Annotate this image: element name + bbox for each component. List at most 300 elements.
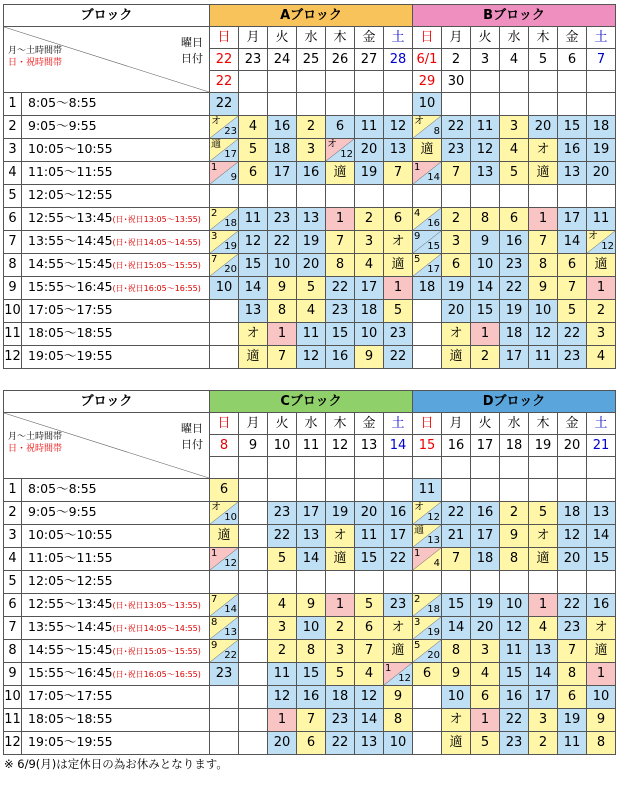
schedule-cell: 4 <box>268 594 297 617</box>
block-header-label: ブロック <box>4 391 210 413</box>
date-cell-secondary <box>384 457 413 479</box>
schedule-cell: 13 <box>471 162 500 185</box>
schedule-cell: 15 <box>471 300 500 323</box>
schedule-cell: 18 <box>558 502 587 525</box>
schedule-cell: 3 <box>471 640 500 663</box>
schedule-cell <box>239 93 268 116</box>
schedule-cell: 12 <box>529 323 558 346</box>
schedule-cell <box>210 139 239 162</box>
slot-time-text: 17:05～17:55 <box>28 688 113 703</box>
split-bottom-value: 19 <box>224 241 237 252</box>
schedule-cell <box>558 185 587 208</box>
schedule-cell: 20 <box>558 548 587 571</box>
schedule-cell: 16 <box>297 162 326 185</box>
schedule-cell: 20 <box>297 254 326 277</box>
date-cell-secondary <box>413 457 442 479</box>
schedule-cell: 適 <box>442 732 471 755</box>
schedule-cell: 7 <box>355 640 384 663</box>
footnote: ※ 6/9(月)は定休日の為お休みとなります。 <box>4 757 228 771</box>
schedule-cell: 19 <box>587 139 616 162</box>
schedule-cell: オ <box>384 231 413 254</box>
schedule-cell: 適 <box>529 548 558 571</box>
slot-time <box>22 686 210 709</box>
slot-number: 2 <box>4 502 22 525</box>
slot-number: 6 <box>4 208 22 231</box>
schedule-cell: 11 <box>355 116 384 139</box>
date-cell: 7 <box>587 49 616 71</box>
schedule-cell: 1 <box>587 277 616 300</box>
schedule-cell: オ <box>529 525 558 548</box>
schedule-cell: 18 <box>326 686 355 709</box>
schedule-cell: 19 <box>500 300 529 323</box>
slot-time <box>22 93 210 116</box>
schedule-cell: 15 <box>558 116 587 139</box>
slot-time-text: 8:05～8:55 <box>28 95 97 110</box>
weekday-cell: 木 <box>326 413 355 435</box>
schedule-cell: 3 <box>442 231 471 254</box>
date-cell-secondary: 29 <box>413 71 442 93</box>
slot-number: 2 <box>4 116 22 139</box>
split-top-value: オ <box>414 502 424 513</box>
schedule-cell: 5 <box>384 300 413 323</box>
schedule-cell: 14 <box>529 663 558 686</box>
schedule-cell: 6 <box>326 116 355 139</box>
split-top-value: オ <box>588 231 598 242</box>
schedule-cell <box>413 502 442 525</box>
schedule-cell <box>210 185 239 208</box>
date-cell: 14 <box>384 435 413 457</box>
schedule-cell <box>297 185 326 208</box>
schedule-cell: 12 <box>239 231 268 254</box>
schedule-cell <box>471 93 500 116</box>
weekday-cell: 月 <box>442 27 471 49</box>
schedule-cell <box>355 185 384 208</box>
schedule-cell: 19 <box>355 162 384 185</box>
schedule-cell: 7 <box>558 640 587 663</box>
schedule-table-1 <box>3 4 616 369</box>
schedule-cell <box>442 185 471 208</box>
slot-number: 9 <box>4 277 22 300</box>
schedule-cell: 13 <box>384 139 413 162</box>
schedule-cell: 13 <box>297 208 326 231</box>
split-top-value: 適 <box>414 525 424 536</box>
split-top-value: 適 <box>211 139 221 150</box>
schedule-cell: 10 <box>384 732 413 755</box>
schedule-cell: 15 <box>500 663 529 686</box>
holiday-hours-label: 日・祝時間帯 <box>8 58 63 68</box>
schedule-cell: 3 <box>500 116 529 139</box>
schedule-cell: 17 <box>297 502 326 525</box>
split-top-value: 1 <box>414 548 421 559</box>
split-top-value: 1 <box>211 162 218 173</box>
date-cell: 5 <box>529 49 558 71</box>
schedule-cell <box>210 231 239 254</box>
schedule-cell: 23 <box>268 208 297 231</box>
slot-time-text: 12:05～12:55 <box>28 573 113 588</box>
schedule-cell: 22 <box>326 732 355 755</box>
schedule-cell: 6 <box>210 479 239 502</box>
schedule-cell: 9 <box>384 686 413 709</box>
holiday-hours-label: 日・祝時間帯 <box>8 444 63 454</box>
schedule-cell: 19 <box>326 502 355 525</box>
schedule-cell: 16 <box>297 686 326 709</box>
slot-time-text: 10:05～10:55 <box>28 527 113 542</box>
schedule-cell: 7 <box>529 231 558 254</box>
schedule-cell: 22 <box>210 93 239 116</box>
weekday-cell: 日 <box>210 27 239 49</box>
schedule-cell: 13 <box>529 640 558 663</box>
schedule-cell: 6 <box>384 208 413 231</box>
date-cell: 25 <box>297 49 326 71</box>
schedule-cell: 7 <box>297 709 326 732</box>
schedule-cell <box>355 571 384 594</box>
split-bottom-value: 13 <box>427 535 440 546</box>
schedule-cell: 6 <box>558 686 587 709</box>
schedule-cell: 9 <box>587 709 616 732</box>
schedule-cell: 1 <box>529 208 558 231</box>
slot-number: 4 <box>4 162 22 185</box>
schedule-cell: 19 <box>558 709 587 732</box>
schedule-cell: 11 <box>413 479 442 502</box>
schedule-cell: 14 <box>587 525 616 548</box>
schedule-cell: 8 <box>268 300 297 323</box>
schedule-cell <box>384 571 413 594</box>
schedule-cell: 22 <box>442 502 471 525</box>
split-bottom-value: 23 <box>224 126 237 137</box>
schedule-cell <box>413 254 442 277</box>
slot-time <box>22 479 210 502</box>
schedule-cell <box>587 571 616 594</box>
slot-time-text: 13:55～14:45 <box>28 619 113 634</box>
date-cell-secondary <box>268 457 297 479</box>
slot-holiday-time: (日･祝日15:05～15:55) <box>112 261 201 270</box>
schedule-cell <box>413 231 442 254</box>
schedule-cell: 18 <box>413 277 442 300</box>
schedule-cell <box>413 732 442 755</box>
schedule-cell <box>558 479 587 502</box>
date-cell-secondary <box>384 71 413 93</box>
schedule-cell: 11 <box>297 323 326 346</box>
schedule-cell: 14 <box>471 277 500 300</box>
schedule-cell: 11 <box>529 346 558 369</box>
date-cell-secondary <box>355 71 384 93</box>
slot-time-text: 12:55～13:45 <box>28 596 113 611</box>
schedule-cell: 12 <box>558 525 587 548</box>
split-top-value: 2 <box>414 594 421 605</box>
slot-holiday-time: (日･祝日14:05～14:55) <box>112 238 201 247</box>
schedule-cell: 22 <box>500 277 529 300</box>
schedule-cell: 13 <box>297 525 326 548</box>
schedule-cell: 6 <box>413 663 442 686</box>
schedule-cell: 23 <box>384 594 413 617</box>
schedule-cell: 18 <box>587 116 616 139</box>
split-bottom-value: 20 <box>224 264 237 275</box>
schedule-cell <box>413 346 442 369</box>
schedule-cell: 4 <box>297 300 326 323</box>
schedule-cell <box>210 116 239 139</box>
schedule-cell: 2 <box>500 502 529 525</box>
schedule-cell <box>297 93 326 116</box>
slot-time-text: 15:55～16:45 <box>28 665 113 680</box>
schedule-cell: 適 <box>413 139 442 162</box>
schedule-cell: 8 <box>587 732 616 755</box>
schedule-cell: 4 <box>355 254 384 277</box>
slot-number: 7 <box>4 231 22 254</box>
slot-time-text: 15:55～16:45 <box>28 279 113 294</box>
schedule-cell <box>210 346 239 369</box>
weekday-cell: 木 <box>529 27 558 49</box>
schedule-cell: 21 <box>442 525 471 548</box>
schedule-cell: 20 <box>587 162 616 185</box>
slot-time-text: 14:55～15:45 <box>28 642 113 657</box>
schedule-cell: 19 <box>297 231 326 254</box>
schedule-cell: 23 <box>210 663 239 686</box>
schedule-cell: オ <box>529 139 558 162</box>
schedule-cell <box>210 162 239 185</box>
schedule-cell: 12 <box>297 346 326 369</box>
schedule-cell: 14 <box>558 231 587 254</box>
slot-time-text: 11:05～11:55 <box>28 164 113 179</box>
split-bottom-value: 16 <box>427 218 440 229</box>
split-top-value: 1 <box>385 663 392 674</box>
schedule-cell: 10 <box>210 277 239 300</box>
weekday-cell: 土 <box>384 413 413 435</box>
schedule-cell: 23 <box>558 617 587 640</box>
schedule-table-2 <box>3 390 616 755</box>
weekday-cell: 火 <box>268 413 297 435</box>
slot-time-text: 17:05～17:55 <box>28 302 113 317</box>
split-bottom-value: 9 <box>230 172 237 183</box>
date-cell-secondary <box>529 71 558 93</box>
schedule-cell: 18 <box>471 548 500 571</box>
schedule-cell <box>239 548 268 571</box>
schedule-cell: 19 <box>442 277 471 300</box>
date-cell: 12 <box>326 435 355 457</box>
schedule-cell <box>413 208 442 231</box>
schedule-cell: 10 <box>268 254 297 277</box>
date-cell-secondary <box>471 71 500 93</box>
schedule-cell <box>587 93 616 116</box>
date-cell: 19 <box>529 435 558 457</box>
schedule-cell: 7 <box>268 346 297 369</box>
slot-time <box>22 116 210 139</box>
split-bottom-value: 10 <box>224 512 237 523</box>
weekday-cell: 日 <box>210 413 239 435</box>
split-bottom-value: 12 <box>427 512 440 523</box>
schedule-cell: 適 <box>326 548 355 571</box>
schedule-cell <box>210 732 239 755</box>
schedule-cell: 4 <box>471 663 500 686</box>
schedule-cell <box>413 709 442 732</box>
schedule-cell <box>413 323 442 346</box>
schedule-cell: オ <box>239 323 268 346</box>
split-bottom-value: 20 <box>427 650 440 661</box>
split-bottom-value: 17 <box>427 264 440 275</box>
split-bottom-value: 14 <box>427 172 440 183</box>
schedule-cell: 23 <box>558 346 587 369</box>
header-corner <box>4 27 210 93</box>
schedule-cell: 11 <box>239 208 268 231</box>
schedule-cell: 16 <box>326 346 355 369</box>
schedule-cell: 5 <box>268 548 297 571</box>
schedule-cell: 23 <box>442 139 471 162</box>
schedule-cell: 4 <box>529 617 558 640</box>
schedule-cell: 5 <box>500 162 529 185</box>
date-cell: 16 <box>442 435 471 457</box>
slot-time <box>22 617 210 640</box>
date-cell-secondary <box>558 457 587 479</box>
slot-number: 4 <box>4 548 22 571</box>
date-cell-secondary <box>239 71 268 93</box>
schedule-cell: 1 <box>529 594 558 617</box>
schedule-cell: オ <box>326 525 355 548</box>
schedule-cell: 2 <box>326 617 355 640</box>
split-top-value: 8 <box>211 617 218 628</box>
schedule-cell <box>297 479 326 502</box>
schedule-cell <box>529 571 558 594</box>
schedule-cell <box>384 663 413 686</box>
schedule-cell: 適 <box>210 525 239 548</box>
schedule-cell <box>210 709 239 732</box>
schedule-cell <box>500 479 529 502</box>
slot-time-text: 10:05～10:55 <box>28 141 113 156</box>
schedule-cell: 1 <box>326 208 355 231</box>
schedule-cell: 14 <box>297 548 326 571</box>
block-name: Cブロック <box>210 391 413 413</box>
schedule-cell <box>384 185 413 208</box>
schedule-cell: 20 <box>442 300 471 323</box>
slot-number: 7 <box>4 617 22 640</box>
schedule-cell: 13 <box>558 162 587 185</box>
schedule-cell: 18 <box>500 323 529 346</box>
schedule-cell: 9 <box>471 231 500 254</box>
schedule-cell <box>239 525 268 548</box>
schedule-cell: 16 <box>558 139 587 162</box>
slot-holiday-time: (日･祝日16:05～16:55) <box>112 284 201 293</box>
schedule-cell: 10 <box>500 594 529 617</box>
date-cell-secondary: 30 <box>442 71 471 93</box>
schedule-cell: 12 <box>500 617 529 640</box>
schedule-cell <box>413 686 442 709</box>
slot-time-text: 12:05～12:55 <box>28 187 113 202</box>
schedule-cell: 2 <box>471 346 500 369</box>
schedule-cell: 4 <box>587 346 616 369</box>
date-cell: 26 <box>326 49 355 71</box>
schedule-cell <box>384 479 413 502</box>
slot-number: 11 <box>4 323 22 346</box>
schedule-cell <box>413 594 442 617</box>
schedule-cell <box>326 93 355 116</box>
slot-time <box>22 525 210 548</box>
schedule-cell: 4 <box>239 116 268 139</box>
schedule-cell: 22 <box>442 116 471 139</box>
slot-number: 12 <box>4 732 22 755</box>
schedule-cell: 16 <box>500 686 529 709</box>
slot-time <box>22 162 210 185</box>
date-cell: 21 <box>587 435 616 457</box>
schedule-cell: 17 <box>355 277 384 300</box>
slot-time <box>22 640 210 663</box>
schedule-cell: 1 <box>326 594 355 617</box>
schedule-cell: 9 <box>529 277 558 300</box>
schedule-cell: 22 <box>558 323 587 346</box>
schedule-cell: 19 <box>471 594 500 617</box>
split-bottom-value: 13 <box>224 627 237 638</box>
slot-number: 1 <box>4 93 22 116</box>
slot-holiday-time: (日･祝日15:05～15:55) <box>112 647 201 656</box>
schedule-cell: 17 <box>558 208 587 231</box>
schedule-cell: 17 <box>471 525 500 548</box>
schedule-cell: 6 <box>297 732 326 755</box>
weekday-cell: 土 <box>587 413 616 435</box>
schedule-cell: 7 <box>442 162 471 185</box>
schedule-cell: 20 <box>355 502 384 525</box>
split-bottom-value: 15 <box>427 241 440 252</box>
schedule-cell: 3 <box>268 617 297 640</box>
schedule-cell: 23 <box>384 323 413 346</box>
split-bottom-value: 12 <box>601 241 614 252</box>
schedule-cell <box>210 323 239 346</box>
weekday-cell: 火 <box>471 27 500 49</box>
schedule-cell <box>239 709 268 732</box>
schedule-cell: 2 <box>442 208 471 231</box>
schedule-cell: 10 <box>297 617 326 640</box>
schedule-cell <box>413 548 442 571</box>
schedule-cell: 6 <box>442 254 471 277</box>
slot-number: 10 <box>4 300 22 323</box>
schedule-cell: 9 <box>297 594 326 617</box>
schedule-cell: 15 <box>355 548 384 571</box>
schedule-cell <box>442 571 471 594</box>
schedule-cell: 10 <box>355 323 384 346</box>
schedule-cell <box>413 640 442 663</box>
schedule-cell: 20 <box>355 139 384 162</box>
weekday-cell: 金 <box>558 27 587 49</box>
schedule-cell <box>326 571 355 594</box>
split-bottom-value: 12 <box>398 673 411 684</box>
schedule-cell <box>326 479 355 502</box>
date-cell: 4 <box>500 49 529 71</box>
schedule-cell: 10 <box>529 300 558 323</box>
schedule-cell: 20 <box>529 116 558 139</box>
schedule-cell: 2 <box>529 732 558 755</box>
schedule-cell: 22 <box>558 594 587 617</box>
weekday-cell: 金 <box>558 413 587 435</box>
schedule-cell: 3 <box>355 231 384 254</box>
schedule-cell: 11 <box>587 208 616 231</box>
split-top-value: オ <box>211 116 221 127</box>
schedule-cell <box>239 732 268 755</box>
schedule-cell: 22 <box>500 709 529 732</box>
block-name: Bブロック <box>413 5 616 27</box>
schedule-cell: 適 <box>384 254 413 277</box>
schedule-cell: 10 <box>471 254 500 277</box>
schedule-cell <box>413 300 442 323</box>
slot-time <box>22 254 210 277</box>
date-cell-secondary <box>326 457 355 479</box>
weekday-cell: 水 <box>297 27 326 49</box>
date-cell: 27 <box>355 49 384 71</box>
schedule-cell <box>239 640 268 663</box>
schedule-cell: 6 <box>558 254 587 277</box>
schedule-cell <box>413 571 442 594</box>
schedule-cell: 2 <box>355 208 384 231</box>
schedule-cell <box>587 231 616 254</box>
days-label: 曜日 <box>181 36 203 49</box>
schedule-cell: 5 <box>326 663 355 686</box>
schedule-cell <box>413 116 442 139</box>
split-bottom-value: 4 <box>433 558 440 569</box>
